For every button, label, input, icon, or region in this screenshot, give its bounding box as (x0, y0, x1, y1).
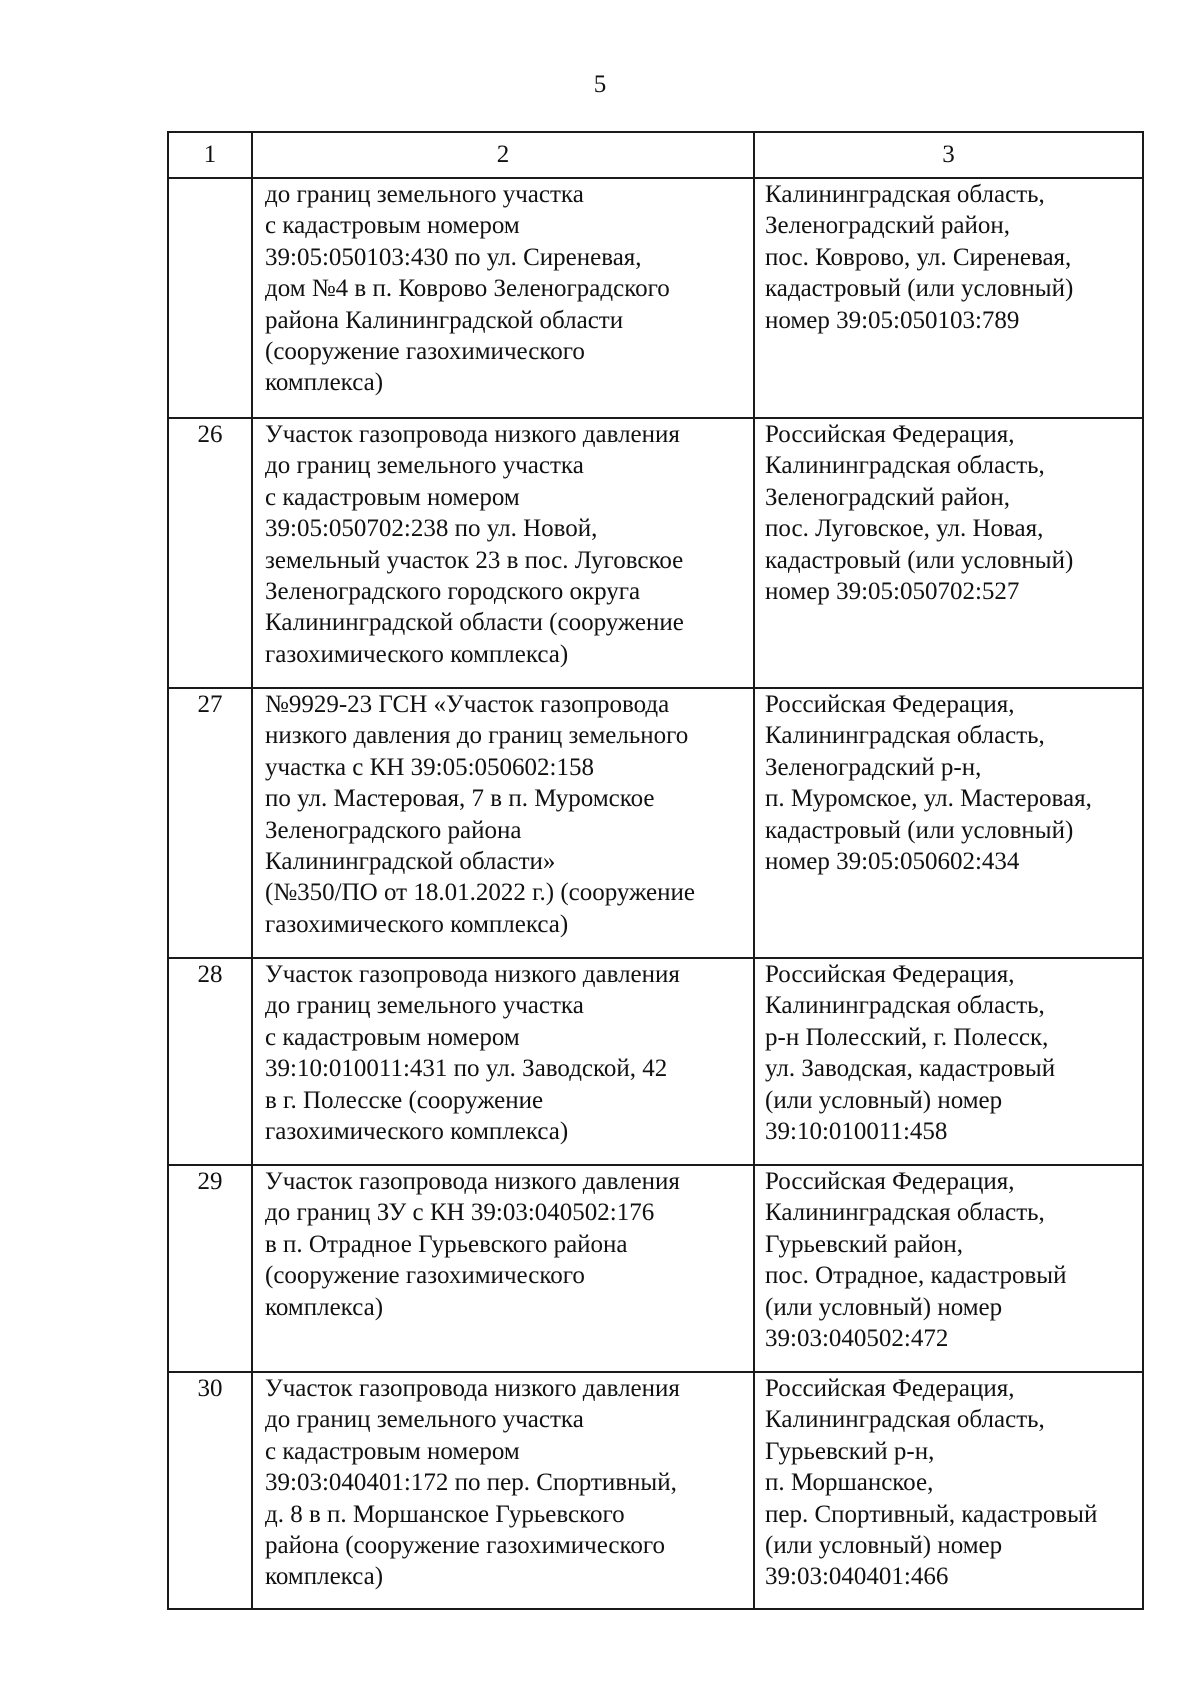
object-line: Участок газопровода низкого давления (265, 1375, 680, 1402)
column-header-2: 2 (252, 132, 754, 178)
table-row (168, 688, 1143, 958)
object-line: дом №4 в п. Коврово Зеленоградского (265, 275, 670, 303)
object-line: Участок газопровода низкого давления (265, 421, 680, 448)
object-line: Калининградской области» (265, 848, 556, 876)
object-line: участка с КН 39:05:050602:158 (265, 753, 594, 781)
object-line: Зеленоградского района (265, 816, 522, 844)
row-number: 26 (168, 418, 252, 688)
object-line: по ул. Мастеровая, 7 в п. Муромское (265, 785, 655, 813)
column-header-3: 3 (754, 132, 1143, 178)
object-description (252, 958, 754, 1165)
table-header (168, 132, 1143, 178)
address-line: номер 39:05:050702:527 (765, 578, 1020, 606)
object-description (252, 1372, 754, 1609)
address-line: (или условный) номер (765, 1086, 1003, 1114)
address-line: кадастровый (или условный) (765, 816, 1074, 844)
object-line: района Калининградской области (265, 306, 624, 334)
table-row (168, 1372, 1143, 1609)
header-row (168, 132, 1143, 178)
address-line: Российская Федерация, (765, 691, 1015, 718)
address-line: Российская Федерация, (765, 1168, 1015, 1195)
table-row (168, 418, 1143, 688)
address-line: Зеленоградский район, (765, 212, 1010, 240)
registry-table (167, 131, 1144, 1610)
address-line: Гурьевский район, (765, 1230, 964, 1258)
row-number: 30 (168, 1372, 252, 1609)
object-line: в п. Отрадное Гурьевского района (265, 1230, 628, 1258)
object-line: (сооружение газохимического (265, 338, 585, 366)
object-address (754, 688, 1143, 958)
object-description (252, 178, 754, 418)
object-line: 39:05:050702:238 по ул. Новой, (265, 515, 598, 543)
object-line: комплекса) (265, 1293, 384, 1321)
address-line: (или условный) номер (765, 1532, 1003, 1560)
row-number: 29 (168, 1165, 252, 1372)
object-line: Участок газопровода низкого давления (265, 1168, 680, 1195)
object-line: 39:05:050103:430 по ул. Сиреневая, (265, 243, 642, 271)
address-line: кадастровый (или условный) (765, 546, 1074, 574)
address-line: пос. Отрадное, кадастровый (765, 1262, 1067, 1290)
address-line: Гурьевский р-н, (765, 1437, 935, 1465)
address-line: 39:03:040401:466 (765, 1563, 949, 1591)
object-line: до границ земельного участка (265, 452, 584, 480)
address-line: ул. Заводская, кадастровый (765, 1055, 1056, 1083)
object-line: низкого давления до границ земельного (265, 722, 689, 750)
address-line: п. Муромское, ул. Мастеровая, (765, 785, 1092, 813)
object-line: комплекса) (265, 1563, 384, 1591)
address-line: Калининградская область, (765, 181, 1045, 208)
object-address (754, 418, 1143, 688)
column-header-1: 1 (168, 132, 252, 178)
table-row (168, 958, 1143, 1165)
object-line: до границ земельного участка (265, 992, 584, 1020)
address-line: Зеленоградский район, (765, 483, 1010, 511)
object-line: в г. Полесске (сооружение (265, 1086, 544, 1114)
object-line: района (сооружение газохимического (265, 1532, 666, 1560)
object-line: (№350/ПО от 18.01.2022 г.) (сооружение (265, 879, 695, 907)
object-line: до границ ЗУ с КН 39:03:040502:176 (265, 1199, 655, 1227)
object-line: газохимического комплекса) (265, 910, 569, 938)
address-line: (или условный) номер (765, 1293, 1003, 1321)
table-row (168, 178, 1143, 418)
object-address (754, 958, 1143, 1165)
object-line: Участок газопровода низкого давления (265, 961, 680, 988)
page-number: 5 (593, 71, 607, 98)
address-line: Калининградская область, (765, 1199, 1045, 1227)
address-line: Российская Федерация, (765, 1375, 1015, 1402)
object-line: газохимического комплекса) (265, 640, 569, 668)
object-address (754, 178, 1143, 418)
object-address (754, 1372, 1143, 1609)
object-description (252, 418, 754, 688)
object-line: с кадастровым номером (265, 1437, 520, 1465)
address-line: 39:10:010011:458 (765, 1118, 948, 1146)
table-row (168, 1165, 1143, 1372)
address-line: Калининградская область, (765, 1406, 1045, 1434)
table-body (168, 178, 1143, 1609)
address-line: р-н Полесский, г. Полесск, (765, 1023, 1049, 1051)
address-line: пос. Луговское, ул. Новая, (765, 515, 1044, 543)
object-line: с кадастровым номером (265, 483, 520, 511)
object-line: комплекса) (265, 369, 384, 397)
object-line: 39:10:010011:431 по ул. Заводской, 42 (265, 1055, 668, 1083)
object-line: Зеленоградского городского округа (265, 578, 641, 606)
address-line: п. Моршанское, (765, 1469, 934, 1497)
object-description (252, 1165, 754, 1372)
address-line: Калининградская область, (765, 452, 1045, 480)
object-line: №9929-23 ГСН «Участок газопровода (265, 691, 670, 718)
object-line: д. 8 в п. Моршанское Гурьевского (265, 1500, 625, 1528)
object-line: до границ земельного участка (265, 181, 584, 208)
address-line: 39:03:040502:472 (765, 1325, 949, 1353)
object-line: до границ земельного участка (265, 1406, 584, 1434)
address-line: номер 39:05:050103:789 (765, 306, 1020, 334)
address-line: номер 39:05:050602:434 (765, 848, 1020, 876)
row-number: 27 (168, 688, 252, 958)
address-line: кадастровый (или условный) (765, 275, 1074, 303)
object-line: газохимического комплекса) (265, 1118, 569, 1146)
address-line: Российская Федерация, (765, 421, 1015, 448)
address-line: Российская Федерация, (765, 961, 1015, 988)
object-line: 39:03:040401:172 по пер. Спортивный, (265, 1469, 677, 1497)
address-line: Зеленоградский р-н, (765, 753, 982, 781)
object-line: Калининградской области (сооружение (265, 609, 684, 637)
object-line: (сооружение газохимического (265, 1262, 585, 1290)
address-line: Калининградская область, (765, 992, 1045, 1020)
object-line: с кадастровым номером (265, 212, 520, 240)
object-address (754, 1165, 1143, 1372)
address-line: пер. Спортивный, кадастровый (765, 1500, 1098, 1528)
object-line: с кадастровым номером (265, 1023, 520, 1051)
object-description (252, 688, 754, 958)
address-line: Калининградская область, (765, 722, 1045, 750)
row-number: 28 (168, 958, 252, 1165)
address-line: пос. Коврово, ул. Сиреневая, (765, 243, 1072, 271)
object-line: земельный участок 23 в пос. Луговское (265, 546, 684, 574)
row-number (168, 178, 252, 418)
